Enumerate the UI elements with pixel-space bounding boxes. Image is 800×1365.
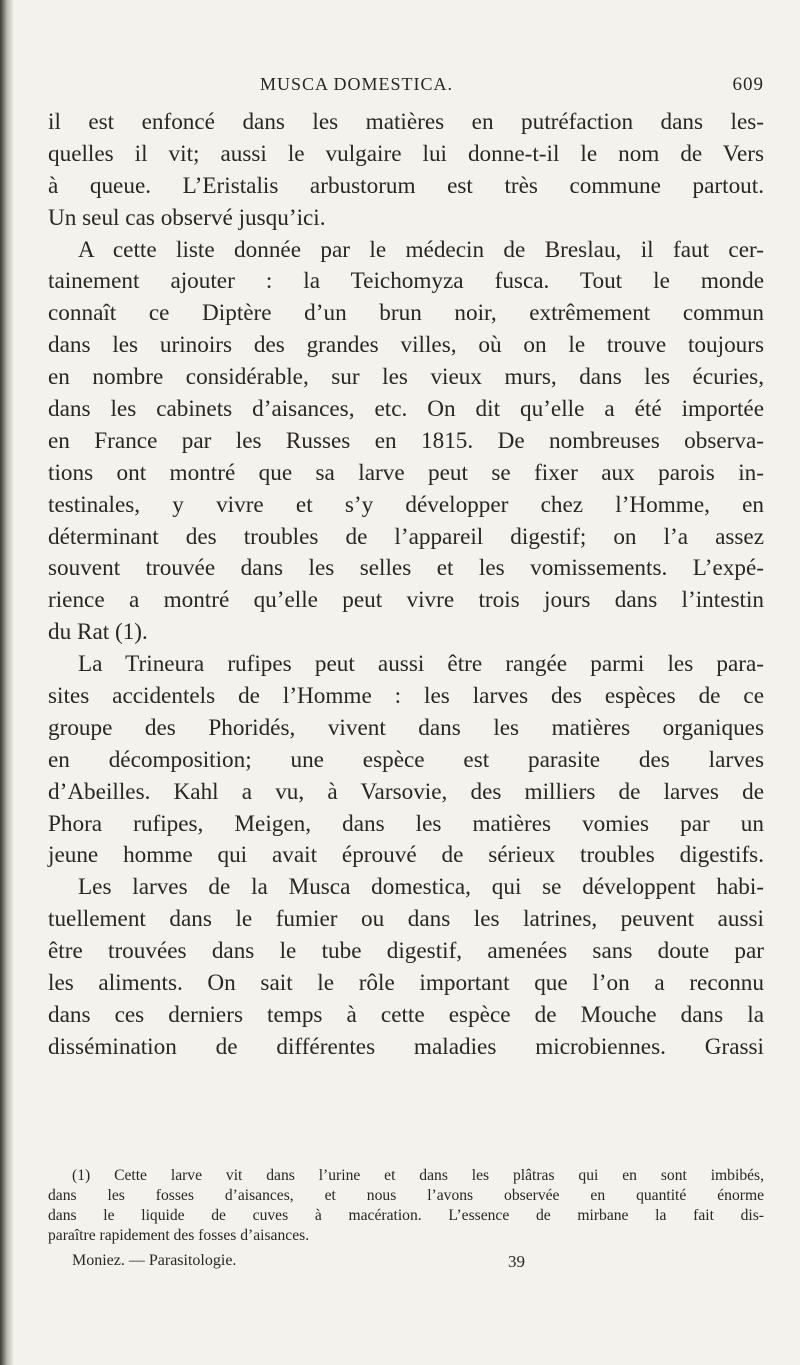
text-line: à queue. L’Eristalis arbustorum est très commune partout. <box>48 172 764 199</box>
text-line: les aliments. On sait le rôle important que l’on a reconnu <box>48 970 764 997</box>
text-line: en décomposition; une espèce est parasite des larves <box>48 746 764 773</box>
text-line: quelles il vit; aussi le vulgaire lui donne-t-il le nom de Vers <box>48 140 764 167</box>
text-line: A cette liste donnée par le médecin de Breslau, il faut cer- <box>78 236 764 263</box>
body-text <box>48 107 764 1064</box>
footnote-line: (1) Cette larve vit dans l’urine et dans les plâtras qui en sont imbibés, <box>72 1167 764 1184</box>
text-line: d’Abeilles. Kahl a vu, à Varsovie, des milliers de larves de <box>48 778 764 805</box>
text-line: déterminant des troubles de l’appareil digestif; on l’a assez <box>48 523 764 550</box>
running-head: MUSCA DOMESTICA. <box>260 74 454 94</box>
text-line: du Rat (1). <box>48 619 148 646</box>
text-line: souvent trouvée dans les selles et les vomissements. L’expé- <box>48 555 764 582</box>
text-line: connaît ce Diptère d’un brun noir, extrêmement commun <box>48 300 764 327</box>
text-line: en France par les Russes en 1815. De nombreuses observa- <box>48 427 764 454</box>
text-line: La Trineura rufipes peut aussi être rangée parmi les para- <box>78 651 764 678</box>
text-line: jeune homme qui avait éprouvé de sérieux troubles digestifs. <box>48 842 764 869</box>
text-line: groupe des Phoridés, vivent dans les matières organiques <box>48 714 764 741</box>
text-line: rience a montré qu’elle peut vivre trois jours dans l’intestin <box>48 587 764 614</box>
footnote-line: dans le liquide de cuves à macération. L’essence de mirbane la fait dis- <box>48 1207 764 1224</box>
text-line: il est enfoncé dans les matières en putréfaction dans les- <box>48 109 764 135</box>
binding-edge <box>0 0 14 1365</box>
footnote <box>48 1166 764 1246</box>
text-line: tions ont montré que sa larve peut se fixer aux parois in- <box>48 459 764 486</box>
signature-mark: 39 <box>508 1252 525 1271</box>
page-header <box>48 74 764 100</box>
text-line: être trouvées dans le tube digestif, amenées sans doute par <box>48 938 764 965</box>
page-footer <box>48 1252 764 1274</box>
text-line: dans les cabinets d’aisances, etc. On dit qu’elle a été importée <box>48 396 764 423</box>
page-number: 609 <box>732 74 764 95</box>
text-line: sites accidentels de l’Homme : les larves des espèces de ce <box>48 683 764 710</box>
footnote-line: dans les fosses d’aisances, et nous l’avons observée en quantité énorme <box>48 1187 764 1204</box>
text-line: dissémination de différentes maladies microbiennes. Grassi <box>48 1033 764 1060</box>
text-line: Phora rufipes, Meigen, dans les matières vomies par un <box>48 810 764 837</box>
text-line: Un seul cas observé jusqu’ici. <box>48 204 326 231</box>
text-line: en nombre considérable, sur les vieux murs, dans les écuries, <box>48 364 764 391</box>
text-line: dans ces derniers temps à cette espèce de Mouche dans la <box>48 1001 764 1028</box>
text-line: tuellement dans le fumier ou dans les latrines, peuvent aussi <box>48 906 764 933</box>
text-line: tainement ajouter : la Teichomyza fusca. Tout le monde <box>48 268 764 295</box>
footnote-line: paraître rapidement des fosses d’aisances. <box>48 1227 310 1244</box>
printer-signature: Moniez. — Parasitologie. <box>72 1252 237 1269</box>
text-line: Les larves de la Musca domestica, qui se développent habi- <box>78 874 764 901</box>
text-line: dans les urinoirs des grandes villes, où on le trouve toujours <box>48 332 764 359</box>
text-line: testinales, y vivre et s’y développer chez l’Homme, en <box>48 491 764 518</box>
